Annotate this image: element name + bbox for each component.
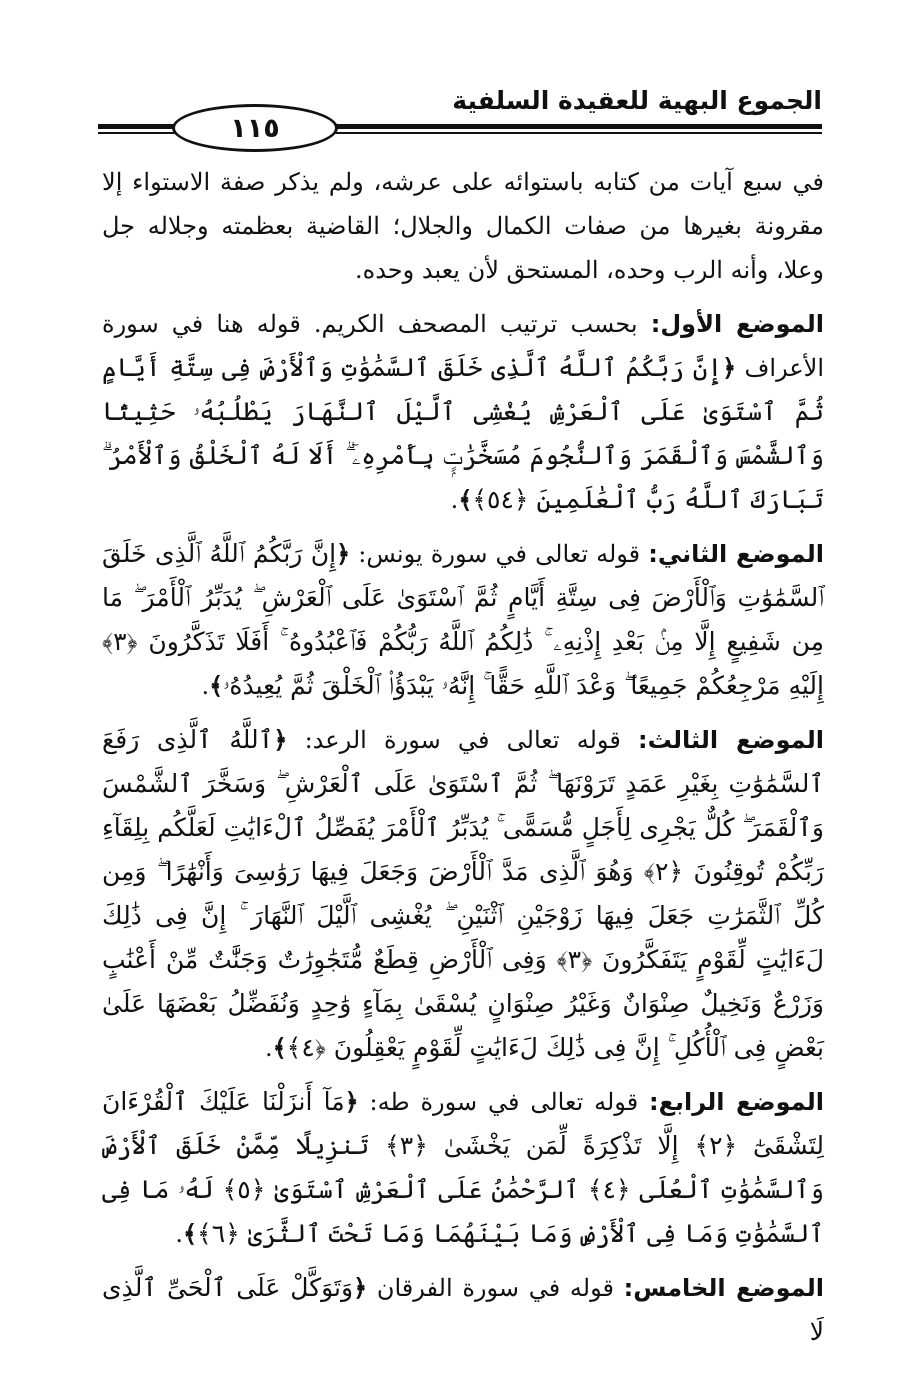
paragraph-text: في سبع آيات من كتابه باستوائه على عرشه، ولم يذكر صفة الاستواء إلا مقرونة بغيرها من صفات الكمال والجلال؛ القاضية بعظمته وجلاله جل وعلا، وأنه الرب وحده، المستحق لأن يعبد وحده.	[102, 168, 824, 284]
quran-verse: إِنَّ رَبَّكُمُ ٱللَّهُ ٱلَّذِى خَلَقَ ٱلسَّمَٰوَٰتِ وَٱلْأَرْضَ فِى سِتَّةِ أَيَّامٍ ثُمَّ ٱسْتَوَىٰ عَلَى ٱلْعَرْشِ يُغْشِى ٱلَّيْلَ ٱلنَّهَارَ يَطْلُبُهُۥ حَثِيثًا وَٱلشَّمْسَ وَٱلْقَمَرَ وَٱلنُّجُومَ مُسَخَّرَٰتٍۭ بِأَمْرِهِۦٓ ۗ أَلَا لَهُ ٱلْخَلْقُ وَٱلْأَمْرُ ۗ تَبَارَكَ ٱللَّهُ رَبُّ ٱلْعَٰلَمِينَ ﴿٥٤﴾	[102, 353, 824, 514]
quran-verse: وَتَوَكَّلْ عَلَى ٱلْحَىِّ ٱلَّذِى لَا	[102, 1273, 824, 1346]
open-bracket: ﴿	[353, 1273, 368, 1302]
section-heading: الموضع الرابع:	[649, 1088, 825, 1116]
close-bracket: ﴾	[272, 1033, 287, 1062]
close-bracket: ﴾	[458, 485, 473, 514]
section-intro: بحسب ترتيب المصحف الكريم. قوله هنا في سورة الأعراف	[102, 310, 824, 382]
book-title: الجموع البهية للعقيدة السلفية	[452, 86, 822, 115]
section-heading: الموضع الأول:	[650, 310, 824, 338]
section-heading: الموضع الخامس:	[623, 1274, 824, 1302]
section-intro: قوله تعالى في سورة طه:	[358, 1088, 650, 1116]
section-first	[102, 302, 824, 522]
section-heading: الموضع الثاني:	[648, 540, 824, 568]
sentence-end: .	[201, 672, 210, 700]
open-bracket: ﴿	[273, 725, 288, 754]
quran-verse: مَآ أَنزَلْنَا عَلَيْكَ ٱلْقُرْءَانَ لِتَشْقَىٰٓ ﴿٢﴾ إِلَّا تَذْكِرَةً لِّمَن يَخْشَىٰ ﴿٣﴾ تَنزِيلًا مِّمَّنْ خَلَقَ ٱلْأَرْضَ وَٱلسَّمَٰوَٰتِ ٱلْعُلَى ﴿٤﴾ ٱلرَّحْمَٰنُ عَلَى ٱلْعَرْشِ ٱسْتَوَىٰ ﴿٥﴾ لَهُۥ مَا فِى ٱلسَّمَٰوَٰتِ وَمَا فِى ٱلْأَرْضِ وَمَا بَيْنَهُمَا وَمَا تَحْتَ ٱلثَّرَىٰ ﴿٦﴾	[102, 1087, 824, 1248]
section-intro: قوله تعالى في سورة الرعد:	[287, 726, 639, 754]
close-bracket: ﴾	[182, 1219, 198, 1248]
section-second	[102, 532, 824, 708]
quran-verse: إِنَّ رَبَّكُمُ ٱللَّهُ ٱلَّذِى خَلَقَ ٱلسَّمَٰوَٰتِ وَٱلْأَرْضَ فِى سِتَّةِ أَيَّامٍ ثُمَّ ٱسْتَوَىٰ عَلَى ٱلْعَرْشِ ۖ يُدَبِّرُ ٱلْأَمْرَ ۖ مَا مِن شَفِيعٍ إِلَّا مِنۢ بَعْدِ إِذْنِهِۦ ۚ ذَٰلِكُمُ ٱللَّهُ رَبُّكُمْ فَٱعْبُدُوهُ ۚ أَفَلَا تَذَكَّرُونَ ﴿٣﴾ إِلَيْهِ مَرْجِعُكُمْ جَمِيعًا ۖ وَعْدَ ٱللَّهِ حَقًّا ۚ إِنَّهُۥ يَبْدَؤُا۟ ٱلْخَلْقَ ثُمَّ يُعِيدُهُۥ	[102, 539, 824, 700]
section-intro: قوله تعالى في سورة يونس:	[350, 540, 649, 568]
sentence-end: .	[450, 486, 459, 514]
sentence-end: .	[264, 1034, 273, 1062]
page-body	[102, 160, 824, 1364]
page-header	[98, 82, 822, 142]
page-number: ١١٥	[172, 104, 338, 152]
intro-paragraph	[102, 160, 824, 292]
section-intro: قوله في سورة الفرقان	[367, 1274, 624, 1302]
quran-verse: ٱللَّهُ ٱلَّذِى رَفَعَ ٱلسَّمَٰوَٰتِ بِغَيْرِ عَمَدٍ تَرَوْنَهَا ۖ ثُمَّ ٱسْتَوَىٰ عَلَى ٱلْعَرْشِ ۖ وَسَخَّرَ ٱلشَّمْسَ وَٱلْقَمَرَ ۖ كُلٌّ يَجْرِى لِأَجَلٍ مُّسَمًّى ۚ يُدَبِّرُ ٱلْأَمْرَ يُفَصِّلُ ٱلْءَايَٰتِ لَعَلَّكُم بِلِقَآءِ رَبِّكُمْ تُوقِنُونَ ﴿٢﴾ وَهُوَ ٱلَّذِى مَدَّ ٱلْأَرْضَ وَجَعَلَ فِيهَا رَوَٰسِىَ وَأَنْهَٰرًا ۖ وَمِن كُلِّ ٱلثَّمَرَٰتِ جَعَلَ فِيهَا زَوْجَيْنِ ٱثْنَيْنِ ۖ يُغْشِى ٱلَّيْلَ ٱلنَّهَارَ ۚ إِنَّ فِى ذَٰلِكَ لَءَايَٰتٍ لِّقَوْمٍ يَتَفَكَّرُونَ ﴿٣﴾ وَفِى ٱلْأَرْضِ قِطَعٌ مُّتَجَٰوِرَٰتٌ وَجَنَّٰتٌ مِّنْ أَعْنَٰبٍ وَزَرْعٌ وَنَخِيلٌ صِنْوَانٌ وَغَيْرُ صِنْوَانٍ يُسْقَىٰ بِمَآءٍ وَٰحِدٍ وَنُفَضِّلُ بَعْضَهَا عَلَىٰ بَعْضٍ فِى ٱلْأُكُلِ ۚ إِنَّ فِى ذَٰلِكَ لَءَايَٰتٍ لِّقَوْمٍ يَعْقِلُونَ ﴿٤﴾	[102, 725, 824, 1062]
section-fifth	[102, 1266, 824, 1354]
close-bracket: ﴾	[209, 671, 224, 700]
open-bracket: ﴿	[722, 353, 737, 382]
sentence-end: .	[175, 1220, 183, 1248]
open-bracket: ﴿	[336, 539, 351, 568]
section-third	[102, 718, 824, 1070]
open-bracket: ﴿	[344, 1087, 359, 1116]
section-heading: الموضع الثالث:	[638, 726, 824, 754]
section-fourth	[102, 1080, 824, 1256]
